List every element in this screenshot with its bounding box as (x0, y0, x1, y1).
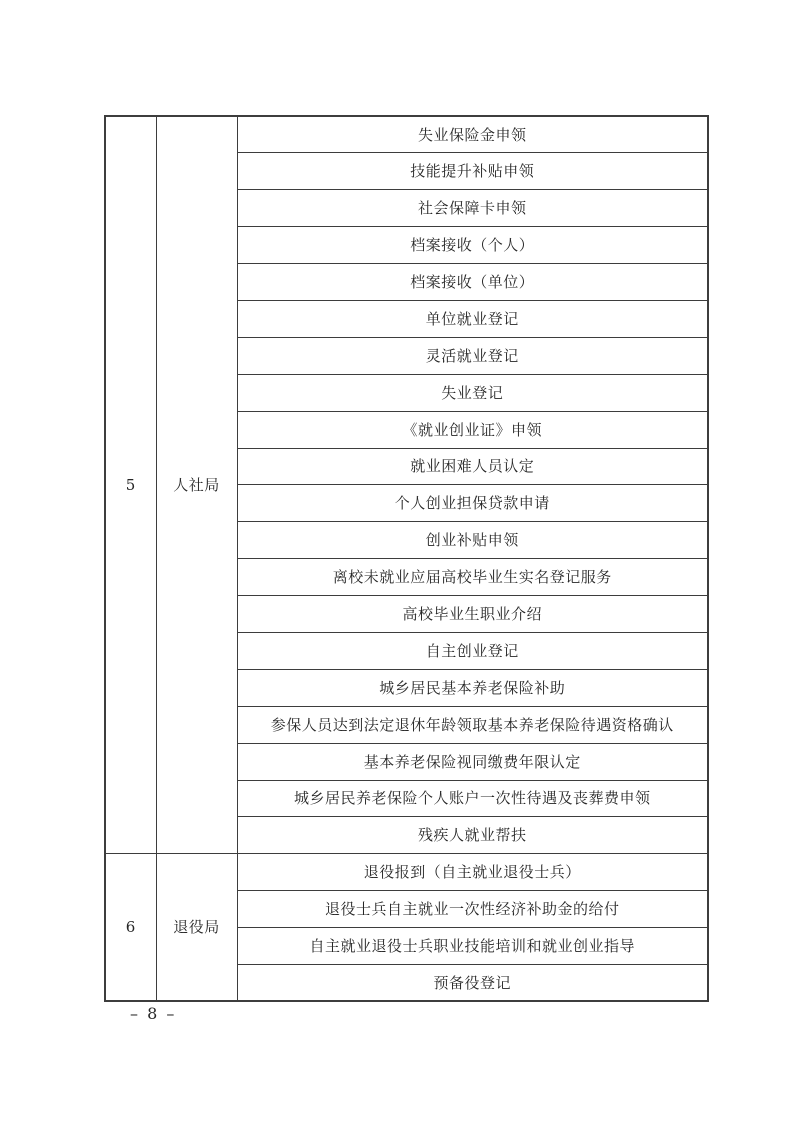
service-item-cell: 高校毕业生职业介绍 (237, 596, 708, 633)
service-item-cell: 预备役登记 (237, 964, 708, 1001)
service-item-cell: 灵活就业登记 (237, 337, 708, 374)
service-item-cell: 创业补贴申领 (237, 522, 708, 559)
service-item-cell: 就业困难人员认定 (237, 448, 708, 485)
service-item-cell: 退役士兵自主就业一次性经济补助金的给付 (237, 891, 708, 928)
service-item-cell: 技能提升补贴申领 (237, 153, 708, 190)
table-row (105, 116, 708, 153)
service-item-cell: 档案接收（单位） (237, 264, 708, 301)
service-item-cell: 失业保险金申领 (237, 116, 708, 153)
section-department-cell: 退役局 (156, 854, 237, 1002)
service-item-cell: 基本养老保险视同缴费年限认定 (237, 743, 708, 780)
service-item-cell: 参保人员达到法定退休年龄领取基本养老保险待遇资格确认 (237, 706, 708, 743)
service-item-cell: 退役报到（自主就业退役士兵） (237, 854, 708, 891)
service-item-cell: 失业登记 (237, 374, 708, 411)
service-item-cell: 残疾人就业帮扶 (237, 817, 708, 854)
service-item-cell: 个人创业担保贷款申请 (237, 485, 708, 522)
page-number: – 8 – (130, 1004, 177, 1023)
section-department-cell: 人社局 (156, 116, 237, 854)
service-item-cell: 自主就业退役士兵职业技能培训和就业创业指导 (237, 928, 708, 965)
service-item-cell: 城乡居民基本养老保险补助 (237, 669, 708, 706)
service-item-cell: 单位就业登记 (237, 300, 708, 337)
table-row (105, 854, 708, 891)
section-index-cell: 6 (105, 854, 156, 1002)
section-index-cell: 5 (105, 116, 156, 854)
service-item-cell: 离校未就业应届高校毕业生实名登记服务 (237, 559, 708, 596)
service-item-cell: 自主创业登记 (237, 632, 708, 669)
service-item-cell: 档案接收（个人） (237, 227, 708, 264)
service-item-cell: 《就业创业证》申领 (237, 411, 708, 448)
services-table (104, 115, 709, 1002)
service-item-cell: 社会保障卡申领 (237, 190, 708, 227)
service-item-cell: 城乡居民养老保险个人账户一次性待遇及丧葬费申领 (237, 780, 708, 817)
